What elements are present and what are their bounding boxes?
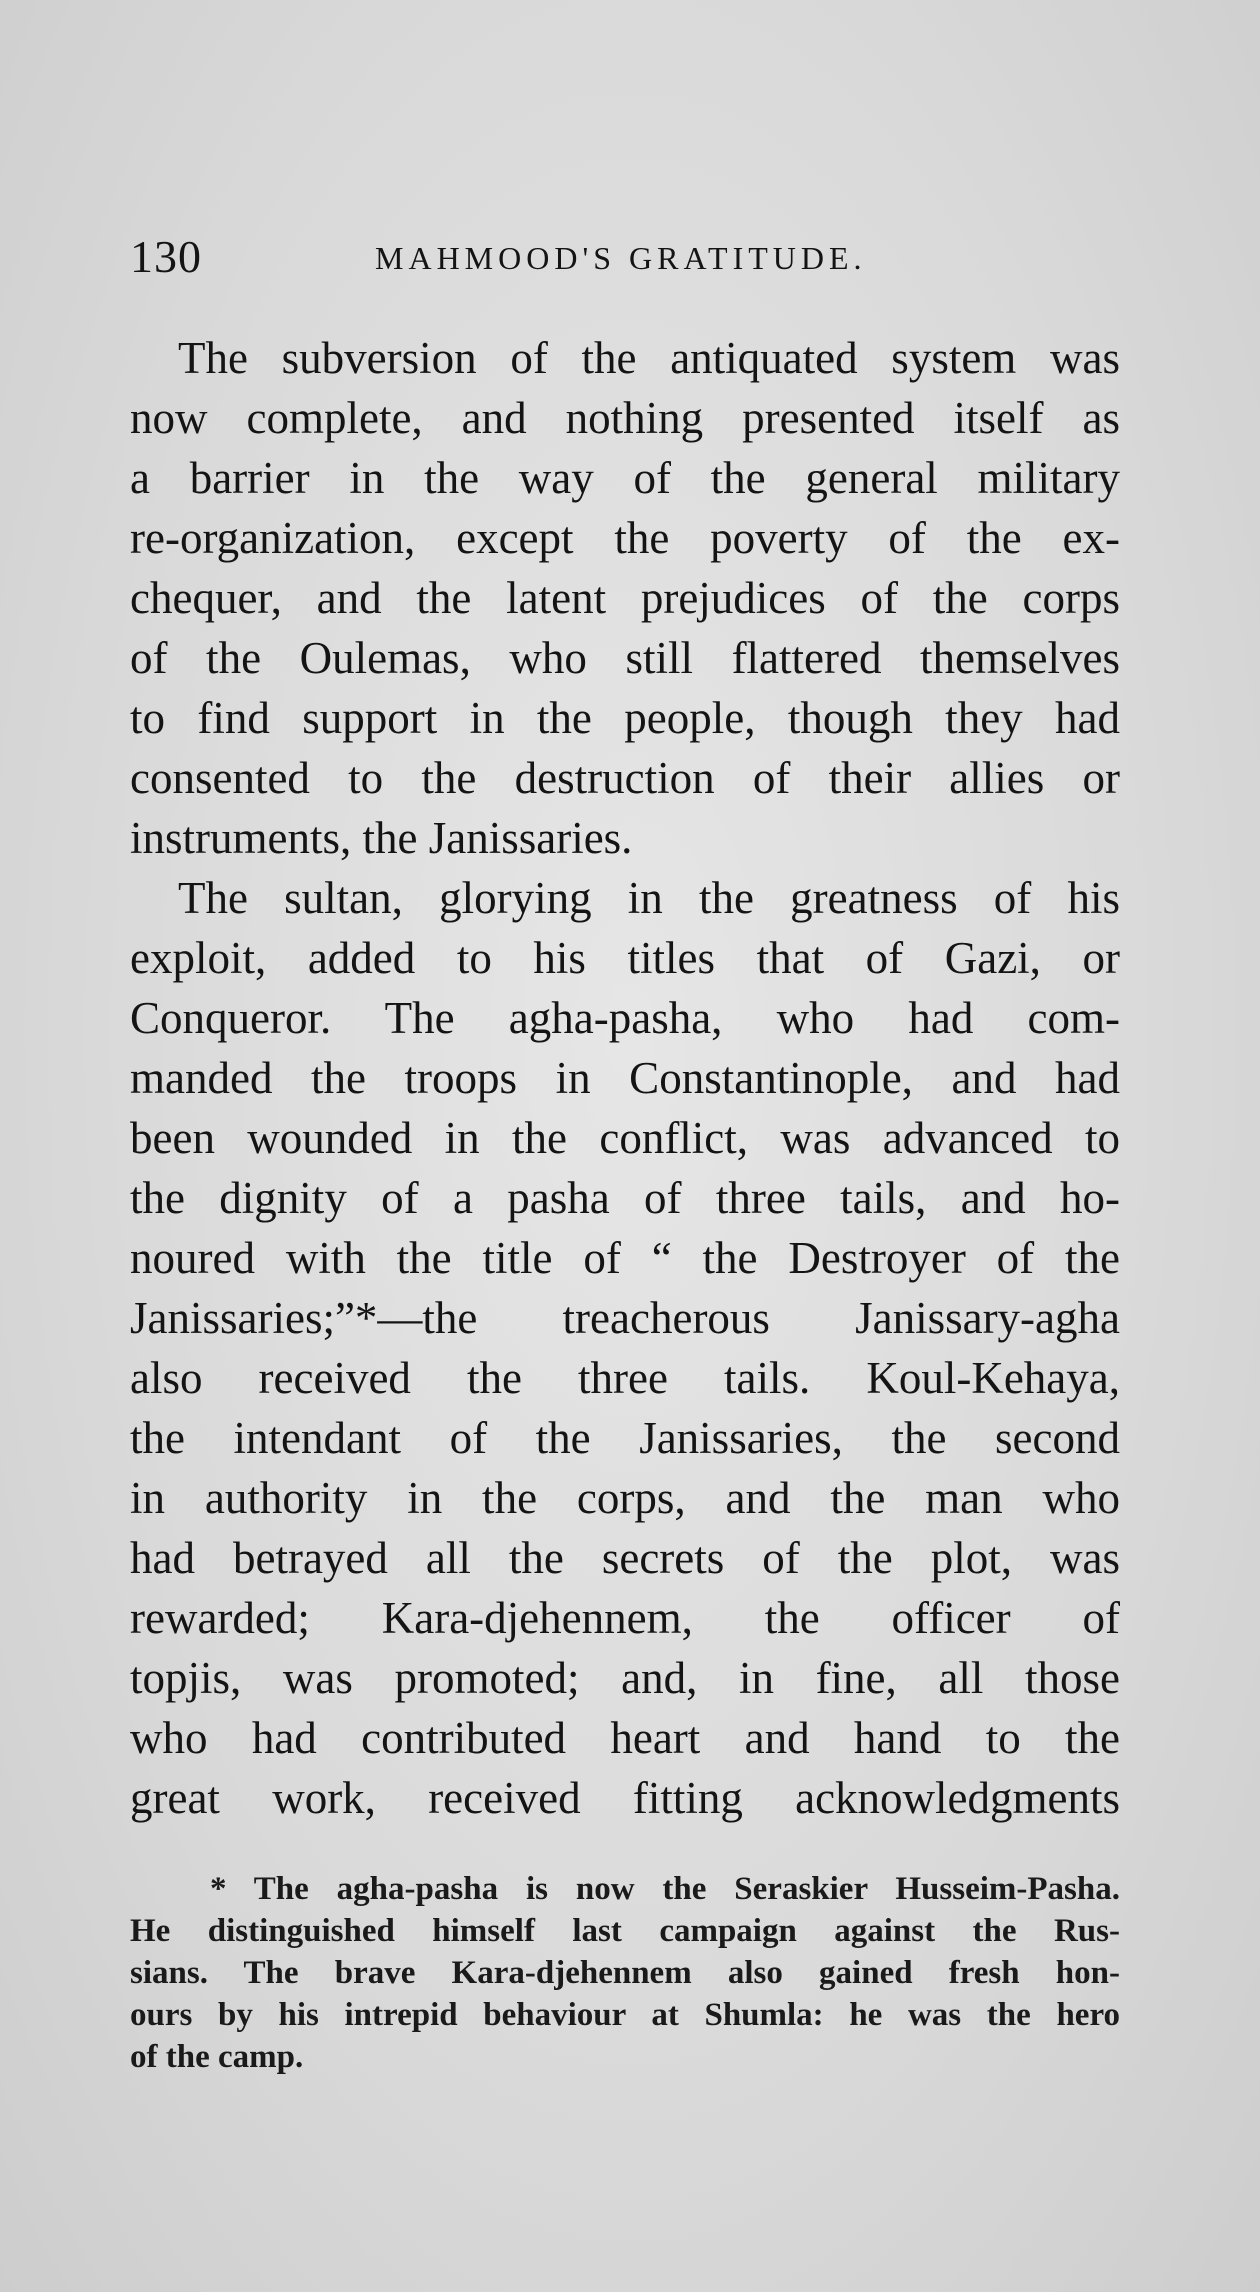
footnote-line: sians. The brave Kara-djehennem also gained fresh hon-	[130, 1955, 1120, 1991]
text-line: the dignity of a pasha of three tails, and ho-	[130, 1173, 1120, 1223]
text-line: great work, received fitting acknowledgments	[130, 1773, 1120, 1823]
footnote-line: ours by his intrepid behaviour at Shumla: he was the hero	[130, 1997, 1120, 2033]
text-line: topjis, was promoted; and, in fine, all those	[130, 1653, 1120, 1703]
text-line: been wounded in the conflict, was advanced to	[130, 1113, 1120, 1163]
text-line: the intendant of the Janissaries, the second	[130, 1413, 1120, 1463]
footnote	[130, 1868, 1120, 2078]
text-line: re-organization, except the poverty of the ex-	[130, 513, 1120, 563]
text-line: The sultan, glorying in the greatness of his	[178, 873, 1120, 923]
text-line: a barrier in the way of the general military	[130, 453, 1120, 503]
footnote-line: He distinguished himself last campaign against the Rus-	[130, 1913, 1120, 1949]
text-line: manded the troops in Constantinople, and had	[130, 1053, 1120, 1103]
footnote-line: of the camp.	[130, 2039, 304, 2075]
text-line: noured with the title of “ the Destroyer of the	[130, 1233, 1120, 1283]
page-number: 130	[130, 231, 202, 282]
text-line: in authority in the corps, and the man who	[130, 1473, 1120, 1523]
text-line: Conqueror. The agha-pasha, who had com-	[130, 993, 1120, 1043]
text-line: had betrayed all the secrets of the plot, was	[130, 1533, 1120, 1583]
page-header	[130, 230, 1130, 290]
footnote-line: * The agha-pasha is now the Seraskier Husseim-Pasha.	[210, 1871, 1120, 1907]
running-head: MAHMOOD'S GRATITUDE.	[375, 240, 867, 276]
text-line: who had contributed heart and hand to the	[130, 1713, 1120, 1763]
text-line: also received the three tails. Koul-Kehaya,	[130, 1353, 1120, 1403]
text-line: The subversion of the antiquated system was	[178, 333, 1120, 383]
text-line: exploit, added to his titles that of Gazi, or	[130, 933, 1120, 983]
text-line: Janissaries;”*—the treacherous Janissary-agha	[130, 1293, 1120, 1343]
text-line: consented to the destruction of their allies or	[130, 753, 1120, 803]
text-line: chequer, and the latent prejudices of the corps	[130, 573, 1120, 623]
text-line: instruments, the Janissaries.	[130, 813, 633, 863]
body-text	[130, 328, 1120, 1828]
text-line: of the Oulemas, who still flattered themselves	[130, 633, 1120, 683]
text-line: now complete, and nothing presented itself as	[130, 393, 1120, 443]
text-line: rewarded; Kara-djehennem, the officer of	[130, 1593, 1120, 1643]
text-line: to find support in the people, though they had	[130, 693, 1120, 743]
